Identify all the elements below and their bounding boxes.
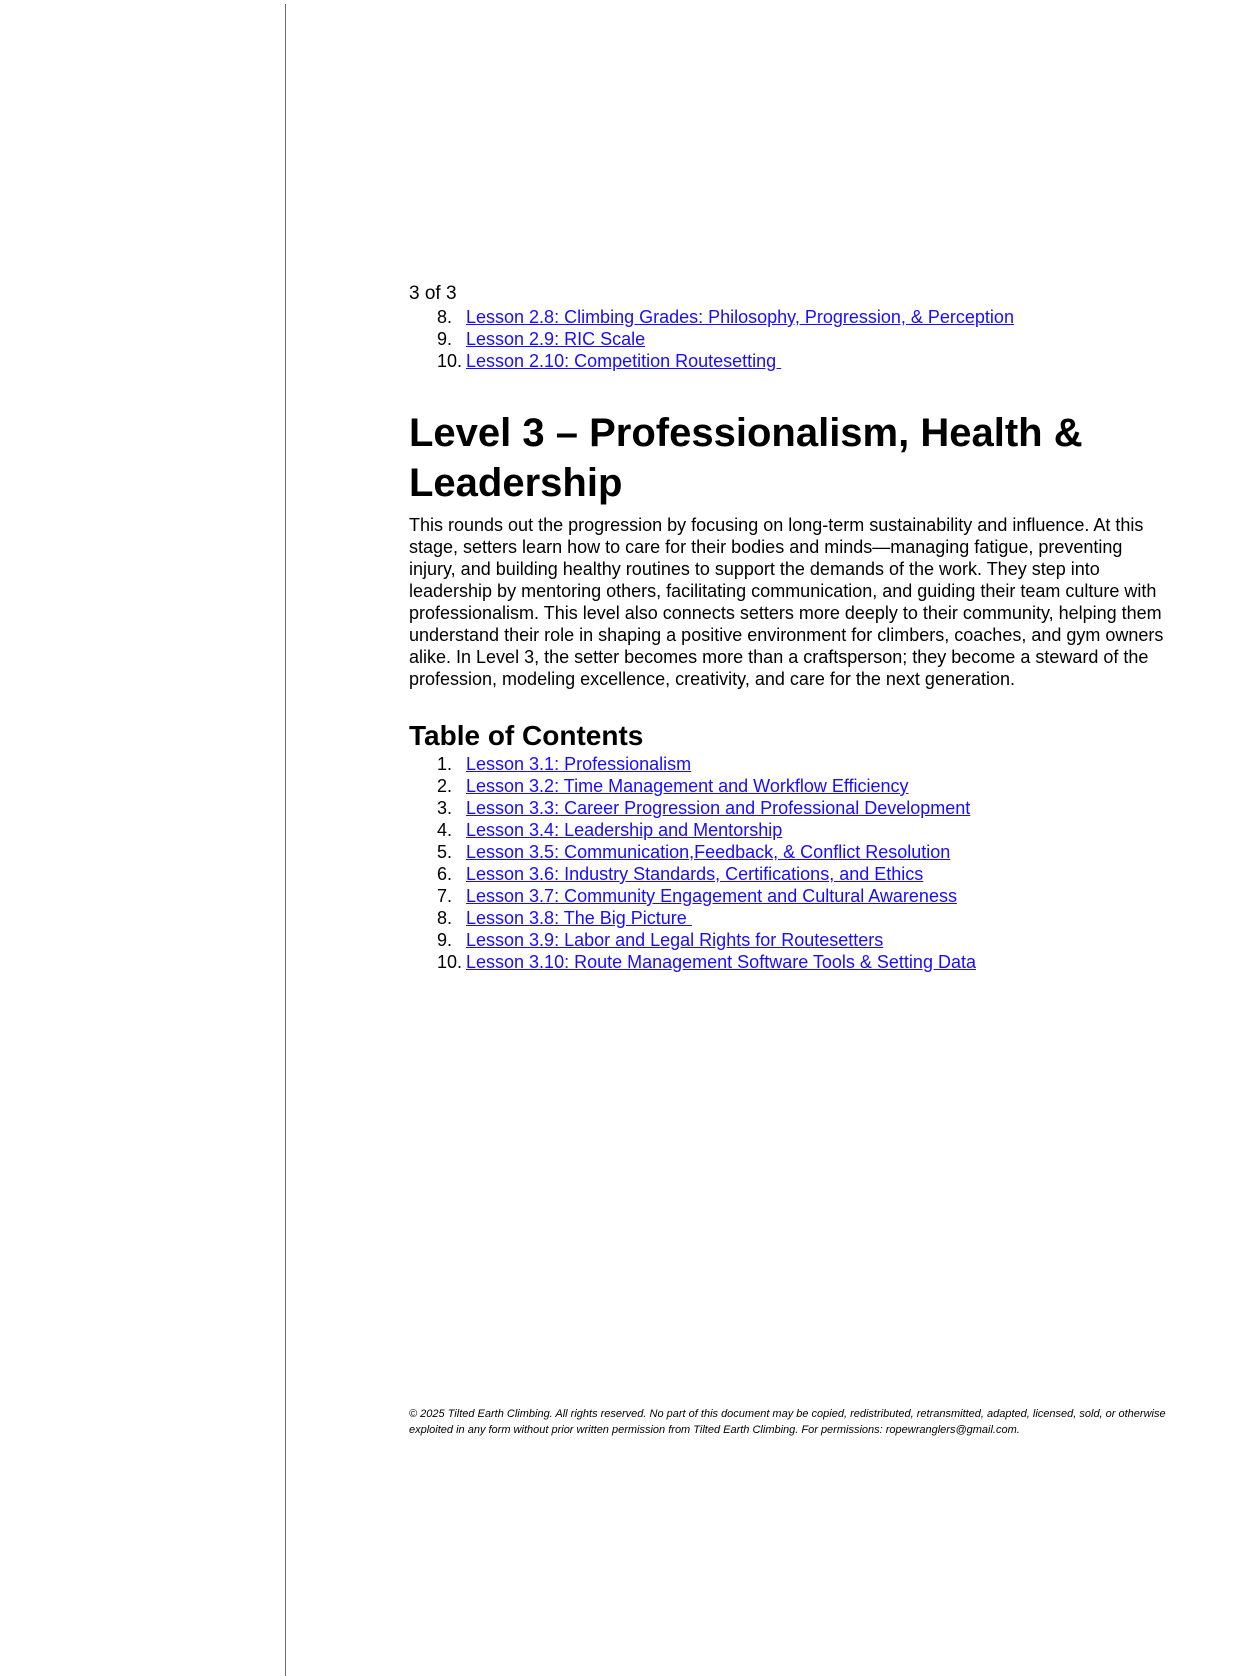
list-number: 4. <box>437 820 453 840</box>
list-number: 5. <box>437 842 453 862</box>
list-item <box>409 819 1169 841</box>
list-number: 8. <box>437 307 453 327</box>
table-of-contents-heading: Table of Contents <box>409 720 644 751</box>
list-item <box>409 775 1169 797</box>
toc-link-lesson-3-8[interactable]: Lesson 3.8: The Big Picture <box>466 908 692 928</box>
list-number: 9. <box>437 930 453 950</box>
list-item <box>409 885 1169 907</box>
list-number: 6. <box>437 864 453 884</box>
table-of-contents-list <box>409 753 1169 973</box>
toc-link-lesson-3-5[interactable]: Lesson 3.5: Communication,Feedback, & Conflict Resolution <box>466 842 951 862</box>
toc-link-lesson-3-3[interactable]: Lesson 3.3: Career Progression and Professional Development <box>466 798 971 818</box>
toc-link-lesson-3-6[interactable]: Lesson 3.6: Industry Standards, Certifications, and Ethics <box>466 864 924 884</box>
list-item <box>409 929 1169 951</box>
list-number: 10. <box>437 351 463 371</box>
toc-link-lesson-3-1[interactable]: Lesson 3.1: Professionalism <box>466 754 692 774</box>
toc-link-lesson-3-2[interactable]: Lesson 3.2: Time Management and Workflow Efficiency <box>466 776 909 796</box>
list-item <box>409 841 1169 863</box>
list-item <box>409 753 1169 775</box>
page-indicator: 3 of 3 <box>409 283 457 304</box>
list-number: 8. <box>437 908 453 928</box>
toc-link-lesson-2-9[interactable]: Lesson 2.9: RIC Scale <box>466 329 646 349</box>
level-intro-paragraph: This rounds out the progression by focusing on long-term sustainability and influence. At this stage, setters learn how to care for their bodies and minds—managing fatigue, preventing injury, and building healthy routines to support the demands of the work. They step into leadership by mentoring others, facilitating communication, and guiding their team culture with professionalism. This level also connects setters more deeply to their community, helping them understand their role in shaping a positive environment for climbers, coaches, and gym owners alike. In Level 3, the setter becomes more than a craftsperson; they become a steward of the profession, modeling excellence, creativity, and care for the next generation. <box>409 515 1164 689</box>
document-page <box>409 282 1169 973</box>
toc-link-lesson-3-10[interactable]: Lesson 3.10: Route Management Software Tools & Setting Data <box>466 952 976 972</box>
list-number: 10. <box>437 952 463 972</box>
toc-link-lesson-2-8[interactable]: Lesson 2.8: Climbing Grades: Philosophy, Progression, & Perception <box>466 307 1014 327</box>
copyright-footer: © 2025 Tilted Earth Climbing. All rights reserved. No part of this document may be copied, redistributed, retransmitted, adapted, licensed, sold, or otherwise exploited in any form without prior written permission from Tilted Earth Climbing. For permissions: ropewranglers@gmail.com. <box>409 1408 1166 1436</box>
list-number: 3. <box>437 798 453 818</box>
toc-link-lesson-3-7[interactable]: Lesson 3.7: Community Engagement and Cultural Awareness <box>466 886 957 906</box>
list-item <box>409 797 1169 819</box>
page-margin-rule <box>285 4 286 1676</box>
level-title: Level 3 – Professionalism, Health & Leadership <box>409 411 1083 505</box>
toc-link-lesson-2-10[interactable]: Lesson 2.10: Competition Routesetting <box>466 351 782 371</box>
list-number: 7. <box>437 886 453 906</box>
list-item <box>409 863 1169 885</box>
toc-link-lesson-3-9[interactable]: Lesson 3.9: Labor and Legal Rights for Routesetters <box>466 930 884 950</box>
previous-level-toc-list <box>409 306 1169 372</box>
list-item <box>409 350 1169 372</box>
list-number: 9. <box>437 329 453 349</box>
toc-link-lesson-3-4[interactable]: Lesson 3.4: Leadership and Mentorship <box>466 820 783 840</box>
list-number: 2. <box>437 776 453 796</box>
list-item <box>409 951 1169 973</box>
list-item <box>409 907 1169 929</box>
list-number: 1. <box>437 754 453 774</box>
list-item <box>409 328 1169 350</box>
list-item <box>409 306 1169 328</box>
